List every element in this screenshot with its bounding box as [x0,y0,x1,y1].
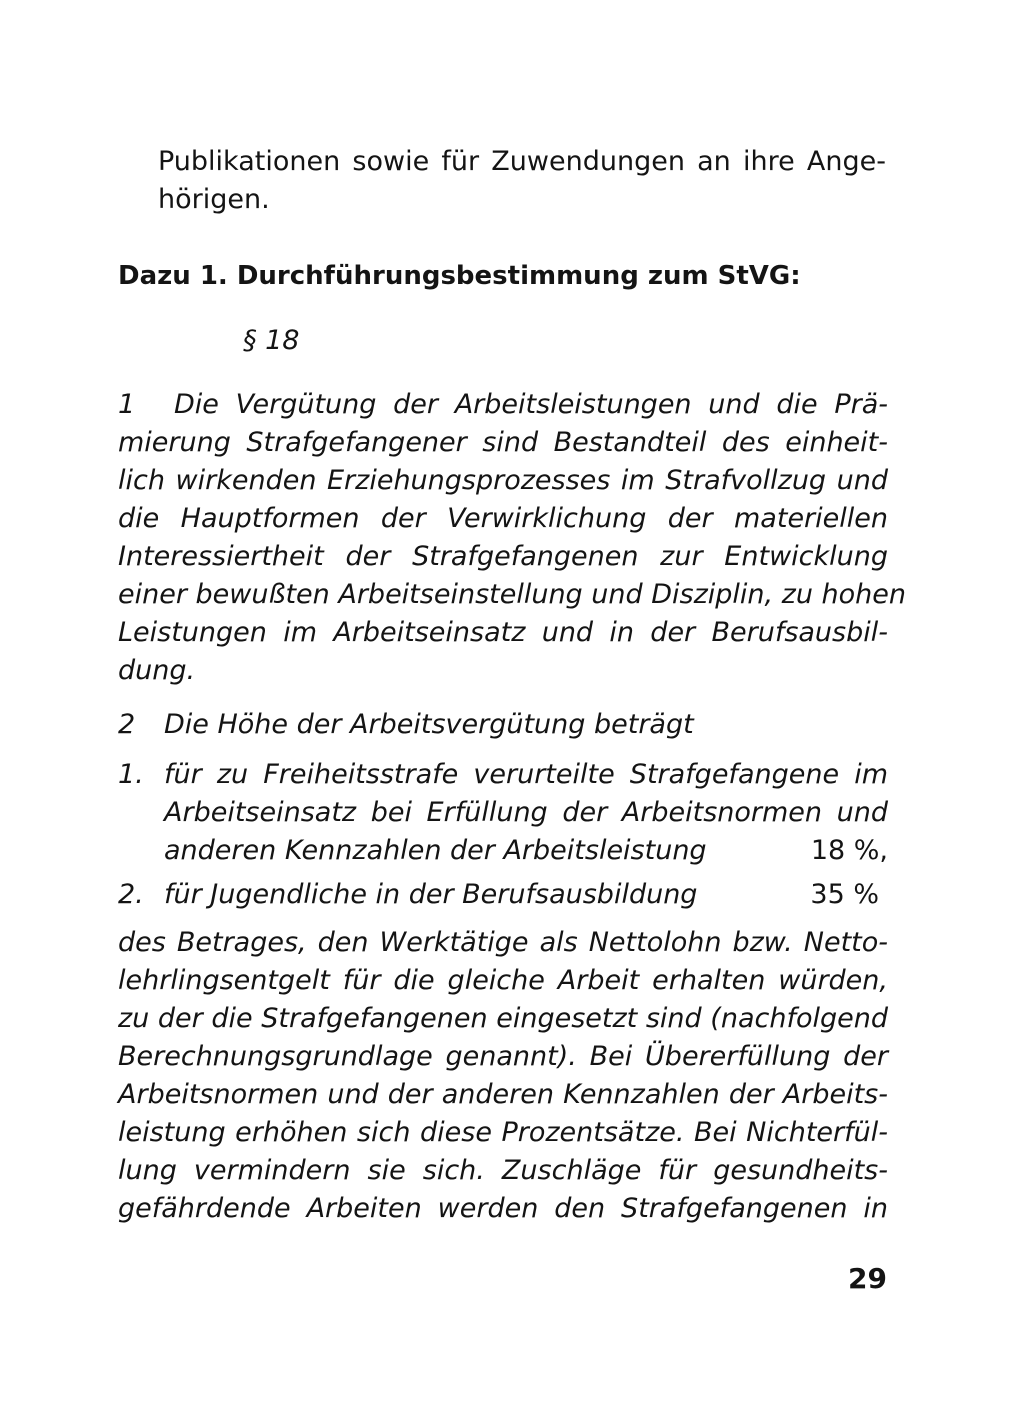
para2-line-6: leistung erhöhen sich diese Prozentsätze. Bei Nichterfül- [118,1117,888,1148]
para1-number: 1 [118,389,136,420]
para1-line-6: einer bewußten Arbeitseinstellung und Disziplin, zu hohen [118,579,907,610]
item2-percent: 35 % [810,879,879,910]
item1-line-1: für zu Freiheitsstrafe verurteilte Strafgefangene im [164,759,888,790]
item1-percent: 18 %, [810,835,888,866]
item1-line-2: Arbeitseinsatz bei Erfüllung der Arbeitsnormen und [164,797,888,828]
section-heading: Dazu 1. Durchführungsbestimmung zum StVG: [118,261,801,291]
item2-text: für Jugendliche in der Berufsausbildung [164,879,698,910]
para2-line-4: Berechnungsgrundlage genannt). Bei Übererfüllung der [118,1041,888,1072]
intro-line-2: hörigen. [158,184,270,215]
item1-label: 1. [118,759,144,790]
item1-line-3 [164,832,888,870]
para1-line-1: Die Vergütung der Arbeitsleistungen und die Prä- [174,389,888,420]
page-number: 29 [848,1262,887,1295]
para2-line-8: gefährdende Arbeiten werden den Strafgefangenen in [118,1193,888,1224]
para2-line-2: lehrlingsentgelt für die gleiche Arbeit erhalten würden, [118,965,888,996]
para1-line-3: lich wirkenden Erziehungsprozesses im Strafvollzug und [118,465,888,496]
para1-line-8: dung. [118,655,196,686]
para2-line-1: des Betrages, den Werktätige als Nettolohn bzw. Netto- [118,927,888,958]
item2-line [164,876,879,914]
para1-line-5: Interessiertheit der Strafgefangenen zur Entwicklung [118,541,888,572]
para2-number: 2 [118,709,136,740]
section-mark: § 18 [243,325,300,356]
item1-line-3-text: anderen Kennzahlen der Arbeitsleistung [164,835,707,866]
para2-line-5: Arbeitsnormen und der anderen Kennzahlen der Arbeits- [118,1079,888,1110]
para1-line-2: mierung Strafgefangener sind Bestandteil des einheit- [118,427,888,458]
para2-line-7: lung vermindern sie sich. Zuschläge für gesundheits- [118,1155,888,1186]
para1-line-7: Leistungen im Arbeitseinsatz und in der Berufsausbil- [118,617,888,648]
para2-intro: Die Höhe der Arbeitsvergütung beträgt [164,709,694,740]
intro-line-1: Publikationen sowie für Zuwendungen an ihre Ange- [158,146,886,177]
item2-label: 2. [118,879,144,910]
para2-line-3: zu der die Strafgefangenen eingesetzt sind (nachfolgend [118,1003,888,1034]
para1-line-4: die Hauptformen der Verwirklichung der materiellen [118,503,888,534]
